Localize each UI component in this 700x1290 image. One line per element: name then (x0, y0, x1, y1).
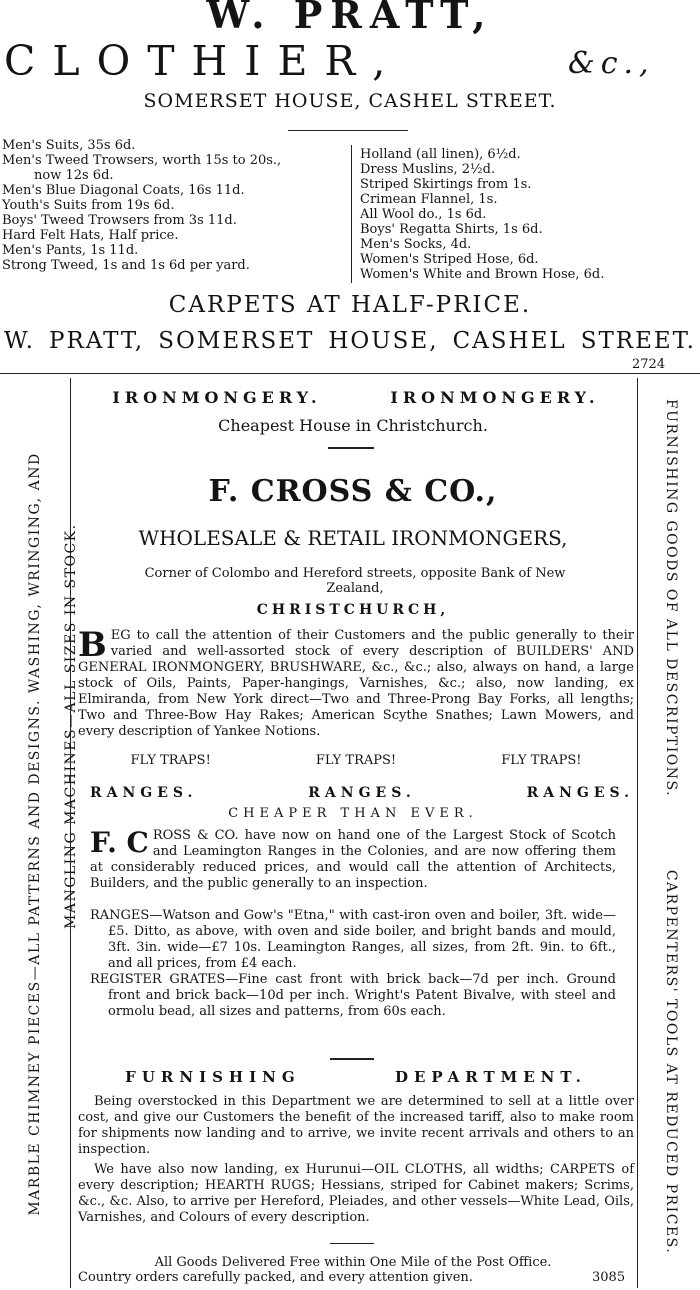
fly-traps-label: FLY TRAPS! (501, 753, 582, 768)
list-item: Boys' Regatta Shirts, 1s 6d. (360, 222, 543, 237)
firm-name: F. CROSS & CO., (208, 474, 498, 509)
footer-word: CASHEL (452, 328, 567, 354)
list-item: Strong Tweed, 1s and 1s 6d per yard. (2, 258, 250, 273)
grates-detail: REGISTER GRATES—Fine cast front with brick back—7d per inch. Ground front and brick back—10d per inch. Wright's Patent Bivalve, with steel and ormolu bead, all sizes and patterns, from 60s each. (90, 972, 616, 1019)
drop-cap: F. C (90, 826, 149, 859)
list-item: Dress Muslins, 2½d. (360, 162, 496, 177)
divider (288, 130, 408, 131)
pratt-trade: CLOTHIER, (4, 37, 403, 85)
ironmongery-label: IRONMONGERY. (390, 388, 600, 407)
left-vertical-inner: MANGLING MACHINES—ALL SIZES IN STOCK. (63, 523, 79, 929)
price-list (90, 908, 616, 1020)
list-item: Women's White and Brown Hose, 6d. (360, 267, 605, 282)
pratt-address: SOMERSET HOUSE, CASHEL STREET. (143, 90, 557, 112)
pratt-items-right (360, 147, 700, 282)
section-rule (0, 373, 700, 374)
delivery-note: All Goods Delivered Free within One Mile of the Post Office. (154, 1255, 552, 1270)
ranges-intro-text: ROSS & CO. have now on hand one of the Largest Stock of Scotch and Leamington Ranges in the Colonies, and are now offering them at considerably reduced prices, and would call the attention of Architects, Builders, and the public generally to an inspection. (90, 828, 616, 891)
list-item: Men's Tweed Trowsers, worth 15s to 20s., (2, 153, 282, 168)
list-item: Men's Socks, 4d. (360, 237, 472, 252)
cheapest-house: Cheapest House in Christchurch. (218, 416, 488, 435)
list-item: Youth's Suits from 19s 6d. (2, 198, 175, 213)
firm-location: Corner of Colombo and Hereford streets, opposite Bank of New Zealand, (144, 566, 566, 596)
footer-word: PRATT, (48, 328, 145, 354)
list-item: Women's Striped Hose, 6d. (360, 252, 539, 267)
ranges-paragraph (90, 828, 616, 892)
pratt-items-left (2, 138, 348, 273)
ranges-heading (78, 785, 634, 801)
department-label: DEPARTMENT. (394, 1068, 587, 1086)
list-item: Boys' Tweed Trowsers from 3s 11d. (2, 213, 237, 228)
furnishing-label: FURNISHING (125, 1068, 301, 1086)
list-item: Holland (all linen), 6½d. (360, 147, 521, 162)
cross-ad-number: 3085 (592, 1270, 626, 1285)
intro-paragraph (78, 625, 634, 740)
overstocked-paragraph: Being overstocked in this Department we are determined to sell at a little over cost, and give our Customers the benefit of the increased tariff, also to make room for shipments now landing and to arrive, we invite recent arrivals and others to an inspection. (78, 1094, 634, 1157)
ranges-label: RANGES. (308, 785, 416, 801)
list-item: Men's Suits, 35s 6d. (2, 138, 136, 153)
ironmongery-label: IRONMONGERY. (112, 388, 322, 407)
country-orders: Country orders carefully packed, and every attention given. (78, 1270, 473, 1285)
landing-paragraph: We have also now landing, ex Hurunui—OIL CLOTHS, all widths; CARPETS of every description; HEARTH RUGS; Hessians, striped for Cabinet makers; Scrims, &c., &c. Also, to arrive per Hereford, Pleiades, and other vessels—White Lead, Oils, Varnishes, and Colours of every description. (78, 1162, 634, 1225)
ironmongery-heading (78, 388, 634, 407)
pratt-name: W. PRATT, (206, 0, 494, 37)
fly-traps-line (78, 753, 634, 768)
footer-word: W. (4, 328, 35, 354)
pratt-etc: &c., (568, 46, 655, 81)
left-vertical-outer: MARBLE CHIMNEY PIECES—ALL PATTERNS AND DESIGNS. WASHING, WRINGING, AND (27, 452, 43, 1216)
divider (328, 447, 374, 449)
firm-business: WHOLESALE & RETAIL IRONMONGERS, (138, 526, 568, 550)
right-vertical-bottom: CARPENTERS' TOOLS AT REDUCED PRICES. (663, 869, 679, 1255)
divider (330, 1058, 374, 1060)
list-item: Men's Blue Diagonal Coats, 16s 11d. (2, 183, 245, 198)
list-item: Striped Skirtings from 1s. (360, 177, 532, 192)
list-item: Hard Felt Hats, Half price. (2, 228, 179, 243)
column-divider (351, 145, 352, 283)
firm-city: CHRISTCHURCH, (256, 602, 450, 618)
footer-word: SOMERSET (158, 328, 315, 354)
ranges-label: RANGES. (526, 785, 634, 801)
footer-word: HOUSE, (328, 328, 439, 354)
cheaper-than-ever: CHEAPER THAN EVER. (228, 806, 478, 821)
fly-traps-label: FLY TRAPS! (315, 753, 397, 768)
drop-cap: B (78, 625, 107, 665)
intro-text: EG to call the attention of their Customers and the public generally to their varied and well-assorted stock of every description of BUILDERS' AND GENERAL IRONMONGERY, BRUSHWARE, &c., &c.; also, always on hand, a large stock of Oils, Paints, Paper-hangings, Varnishes, &c.; also, now landing, ex Elmiranda, from New York direct—Two and Three-Prong Bay Forks, all lengths; Two and Three-Bow Hay Rakes; American Scythe Snathes; Lawn Mowers, and every description of Yankee Notions. (78, 628, 634, 739)
fly-traps-label: FLY TRAPS! (130, 753, 211, 768)
furnishing-heading (78, 1068, 634, 1086)
ranges-label: RANGES. (90, 785, 198, 801)
list-item: now 12s 6d. (34, 168, 114, 183)
footer-word: STREET. (580, 328, 696, 354)
list-item: All Wool do., 1s 6d. (360, 207, 487, 222)
divider (330, 1243, 374, 1244)
pratt-footer (4, 328, 696, 354)
right-vertical-top: FURNISHING GOODS OF ALL DESCRIPTIONS. (663, 398, 679, 798)
list-item: Men's Pants, 1s 11d. (2, 243, 139, 258)
list-item: Crimean Flannel, 1s. (360, 192, 498, 207)
pratt-ad-number: 2724 (632, 357, 666, 372)
pratt-carpets-headline: CARPETS AT HALF-PRICE. (168, 292, 532, 318)
ranges-detail: RANGES—Watson and Gow's "Etna," with cast-iron oven and boiler, 3ft. wide—£5. Ditto, as above, with oven and side boiler, and bright bands and mould, 3ft. 3in. wide—£7 10s. Leamington Ranges, all sizes, from 2ft. 9in. to 6ft., and all prices, from £4 each. (90, 908, 616, 971)
